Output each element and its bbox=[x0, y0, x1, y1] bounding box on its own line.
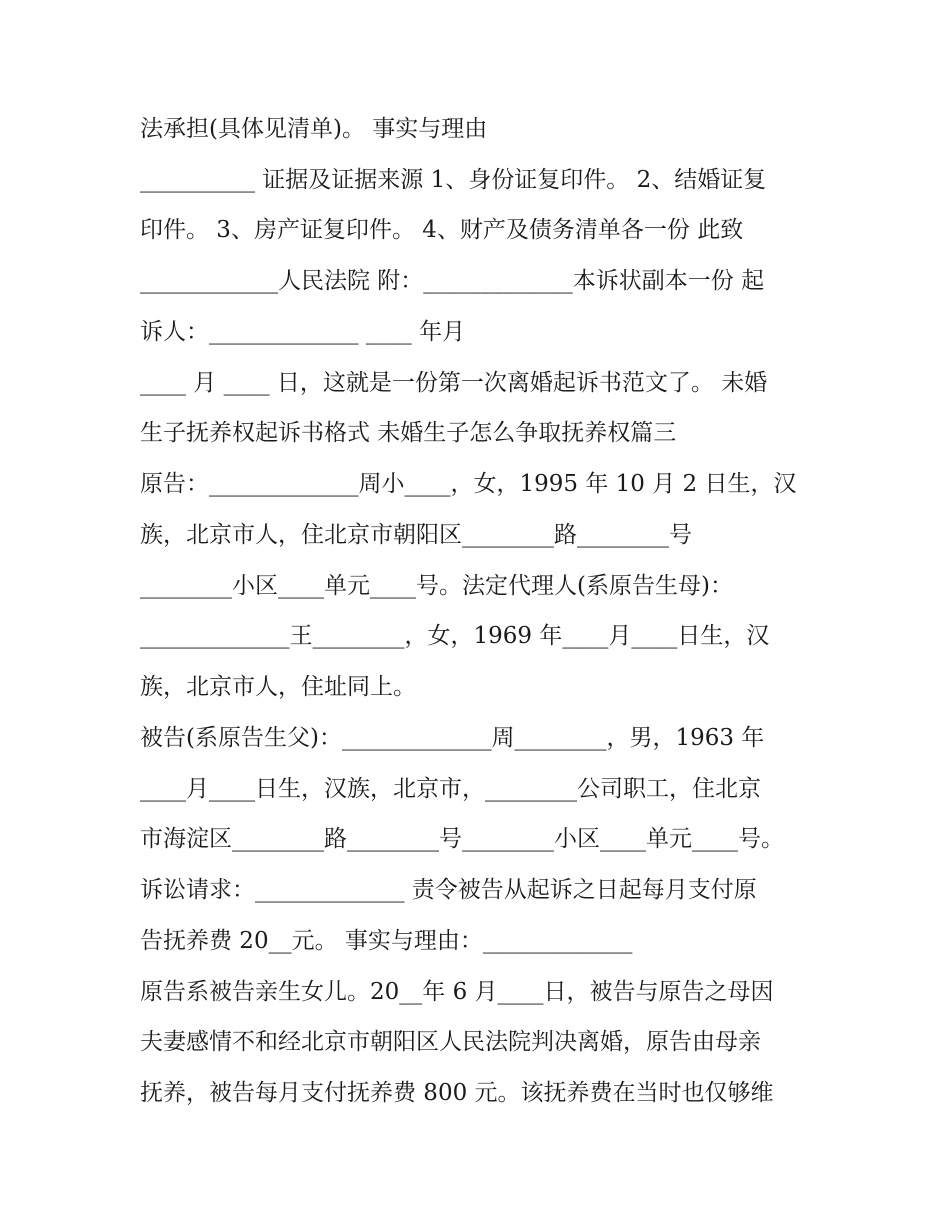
text-line: ________小区____单元____号。法定代理人(系原告生母)： bbox=[140, 573, 733, 599]
text-line: ____________人民法院 附：_____________本诉状副本一份 起 bbox=[140, 268, 765, 294]
text-line: 生子抚养权起诉书格式 未婚生子怎么争取抚养权篇三 bbox=[140, 420, 677, 446]
text-line: 原告：_____________周小____，女，1995 年 10 月 2 日生，汉 bbox=[140, 471, 797, 497]
text-line: _____________王________，女，1969 年____月____日生，汉 bbox=[140, 623, 770, 649]
text-line: 市海淀区________路________号________小区____单元____号。 bbox=[140, 826, 784, 852]
text-line: 诉人：_____________ ____ 年月 bbox=[140, 319, 466, 345]
text-line: 诉讼请求：_____________ 责令被告从起诉之日起每月支付原 bbox=[140, 877, 757, 903]
text-line: 原告系被告亲生女儿。20__年 6 月____日，被告与原告之母因 bbox=[140, 979, 774, 1005]
text-line: ____ 月 ____ 日，这就是一份第一次离婚起诉书范文了。 未婚 bbox=[140, 370, 768, 396]
text-line: 族，北京市人，住址同上。 bbox=[140, 674, 416, 700]
text-line: 印件。 3、房产证复印件。 4、财产及债务清单各一份 此致 bbox=[140, 217, 744, 243]
text-line: 夫妻感情不和经北京市朝阳区人民法院判决离婚，原告由母亲 bbox=[140, 1029, 761, 1055]
text-line: 法承担(具体见清单)。 事实与理由 bbox=[140, 116, 488, 142]
text-line: ____月____日生，汉族，北京市，________公司职工，住北京 bbox=[140, 776, 761, 802]
text-line: 抚养，被告每月支付抚养费 800 元。该抚养费在当时也仅够维 bbox=[140, 1080, 774, 1106]
text-line: 被告(系原告生父)：_____________周________，男，1963 年 bbox=[140, 725, 765, 751]
text-line: __________ 证据及证据来源 1、身份证复印件。 2、结婚证复 bbox=[140, 167, 767, 193]
text-line: 族，北京市人，住北京市朝阳区________路________号 bbox=[140, 522, 692, 548]
text-line: 告抚养费 20__元。 事实与理由：_____________ bbox=[140, 928, 633, 954]
